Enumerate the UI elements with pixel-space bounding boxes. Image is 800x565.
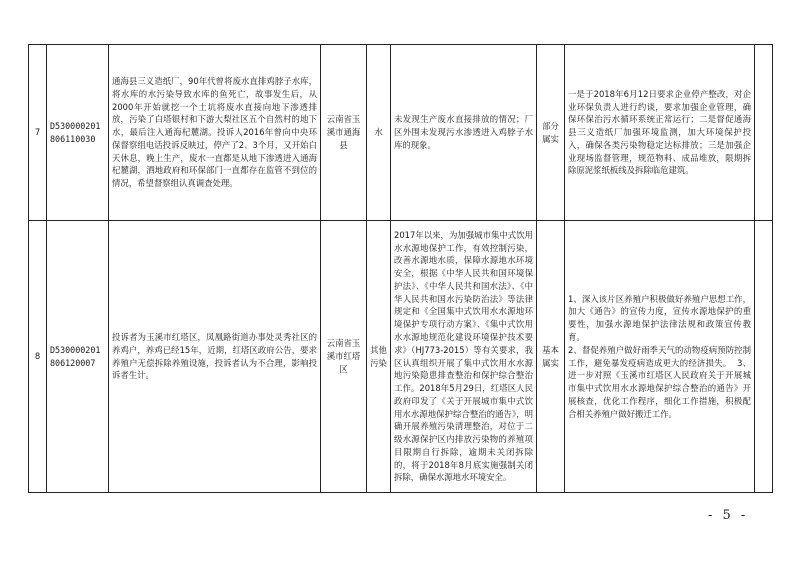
complaint-id: D530000201806120007 — [47, 221, 109, 493]
note-cell — [755, 45, 773, 221]
table-row — [29, 45, 773, 221]
handling-action: 一是于2018年6月12日要求企业停产整改，对企业环保负责人进行约谈，要求加强企业管理，确保环保治污水循环系统正常运行；二是督促通海县三义造纸厂加强环境监测，加大环境保护投入，确保各类污染物稳定达标排放；三是加强企业现场监督管理，规范物料、成品堆放，限期拆除原泥浆纸板线及拆除临危建筑。 — [565, 45, 755, 221]
pollution-type: 水 — [367, 45, 391, 221]
complaint-content: 通海县三义造纸厂，90年代曾将废水直排鸡脖子水库，将水库的水污染导致水库的鱼死亡，故事发生后，从2000年开始就挖一个土坑将废水直接向地下渗透排放，污染了白塔银村和下游大梨社区五个自然村的地下水，最后注入通海杞麓湖。投诉人2016年曾向中央环保督察组电话投诉反映过，停产了2、3个月，又开始白天休息，晚上生产，废水一直都是从地下渗透进入通海杞麓湖，洒地政府和环保部门一直都存在监管不到位的情况，希望督察组认真调查处理。 — [109, 45, 321, 221]
page-number: - 5 - — [708, 508, 749, 523]
complaint-content: 投诉者为玉溪市红塔区，凤凰路街道办事处灵秀社区的养鸡户，养鸡已经15年，近期，红塔区政府公告，要求养殖户无偿拆除养殖设施，投诉者认为不合理，影响投诉者生计。 — [109, 221, 321, 493]
verification-status: 基本属实 — [537, 221, 565, 493]
note-cell — [755, 221, 773, 493]
administrative-region: 云南省玉溪市红塔区 — [321, 221, 367, 493]
verification-status: 部分属实 — [537, 45, 565, 221]
investigation-finding: 2017年以来，为加强城市集中式饮用水水源地保护工作，有效控制污染，改善水源地水质，保障水源地水环境安全，根据《中华人民共和国环境保护法》、《中华人民共和国水法》、《中华人民共和国水污染防治法》等法律规定和《全国集中式饮用水水源地环境保护专项行动方案》、《集中式饮用水水源地规范化建设环境保护技术要求》（HJ773-2015）等有关要求，我区认真组织开展了集中式饮用水水源地污染隐患排查整治和保护综合整治工作。2018年5月29日，红塔区人民政府印发了《关于开展城市集中式饮用水水源地保护综合整治的通告》，明确开展养殖污染清理整治，对位于二级水源保护区内排放污染物的养殖项目限期自行拆除，逾期未关闭拆除的，将于2018年8月底实施强制关闭拆除，确保水源地水环境安全。 — [391, 221, 537, 493]
row-number: 7 — [29, 45, 47, 221]
investigation-finding: 未发现生产废水直接排放的情况；厂区外围未发现污水渗透进入鸡脖子水库的现象。 — [391, 45, 537, 221]
complaint-table — [28, 44, 773, 493]
administrative-region: 云南省玉溪市通海县 — [321, 45, 367, 221]
complaint-id: D530000201806110030 — [47, 45, 109, 221]
pollution-type: 其他污染 — [367, 221, 391, 493]
table-row — [29, 221, 773, 493]
row-number: 8 — [29, 221, 47, 493]
handling-action: 1、深入该片区养殖户积极做好养殖户思想工作，加大《通告》的宣传力度，宣传水源地保护的重要性，加强水源地保护法律法规和政策宣传教育。 2、督促养殖户做好雨季天气的动物疫病预防控制工作，避免暴发疫病造成更大的经济损失。 3、进一步对照《玉溪市红塔区人民政府关于开展城市集中式饮用水水源地保护综合整治的通告》开展核查，优化工作程序，细化工作措施，积极配合相关养殖户做好搬迁工作。 — [565, 221, 755, 493]
